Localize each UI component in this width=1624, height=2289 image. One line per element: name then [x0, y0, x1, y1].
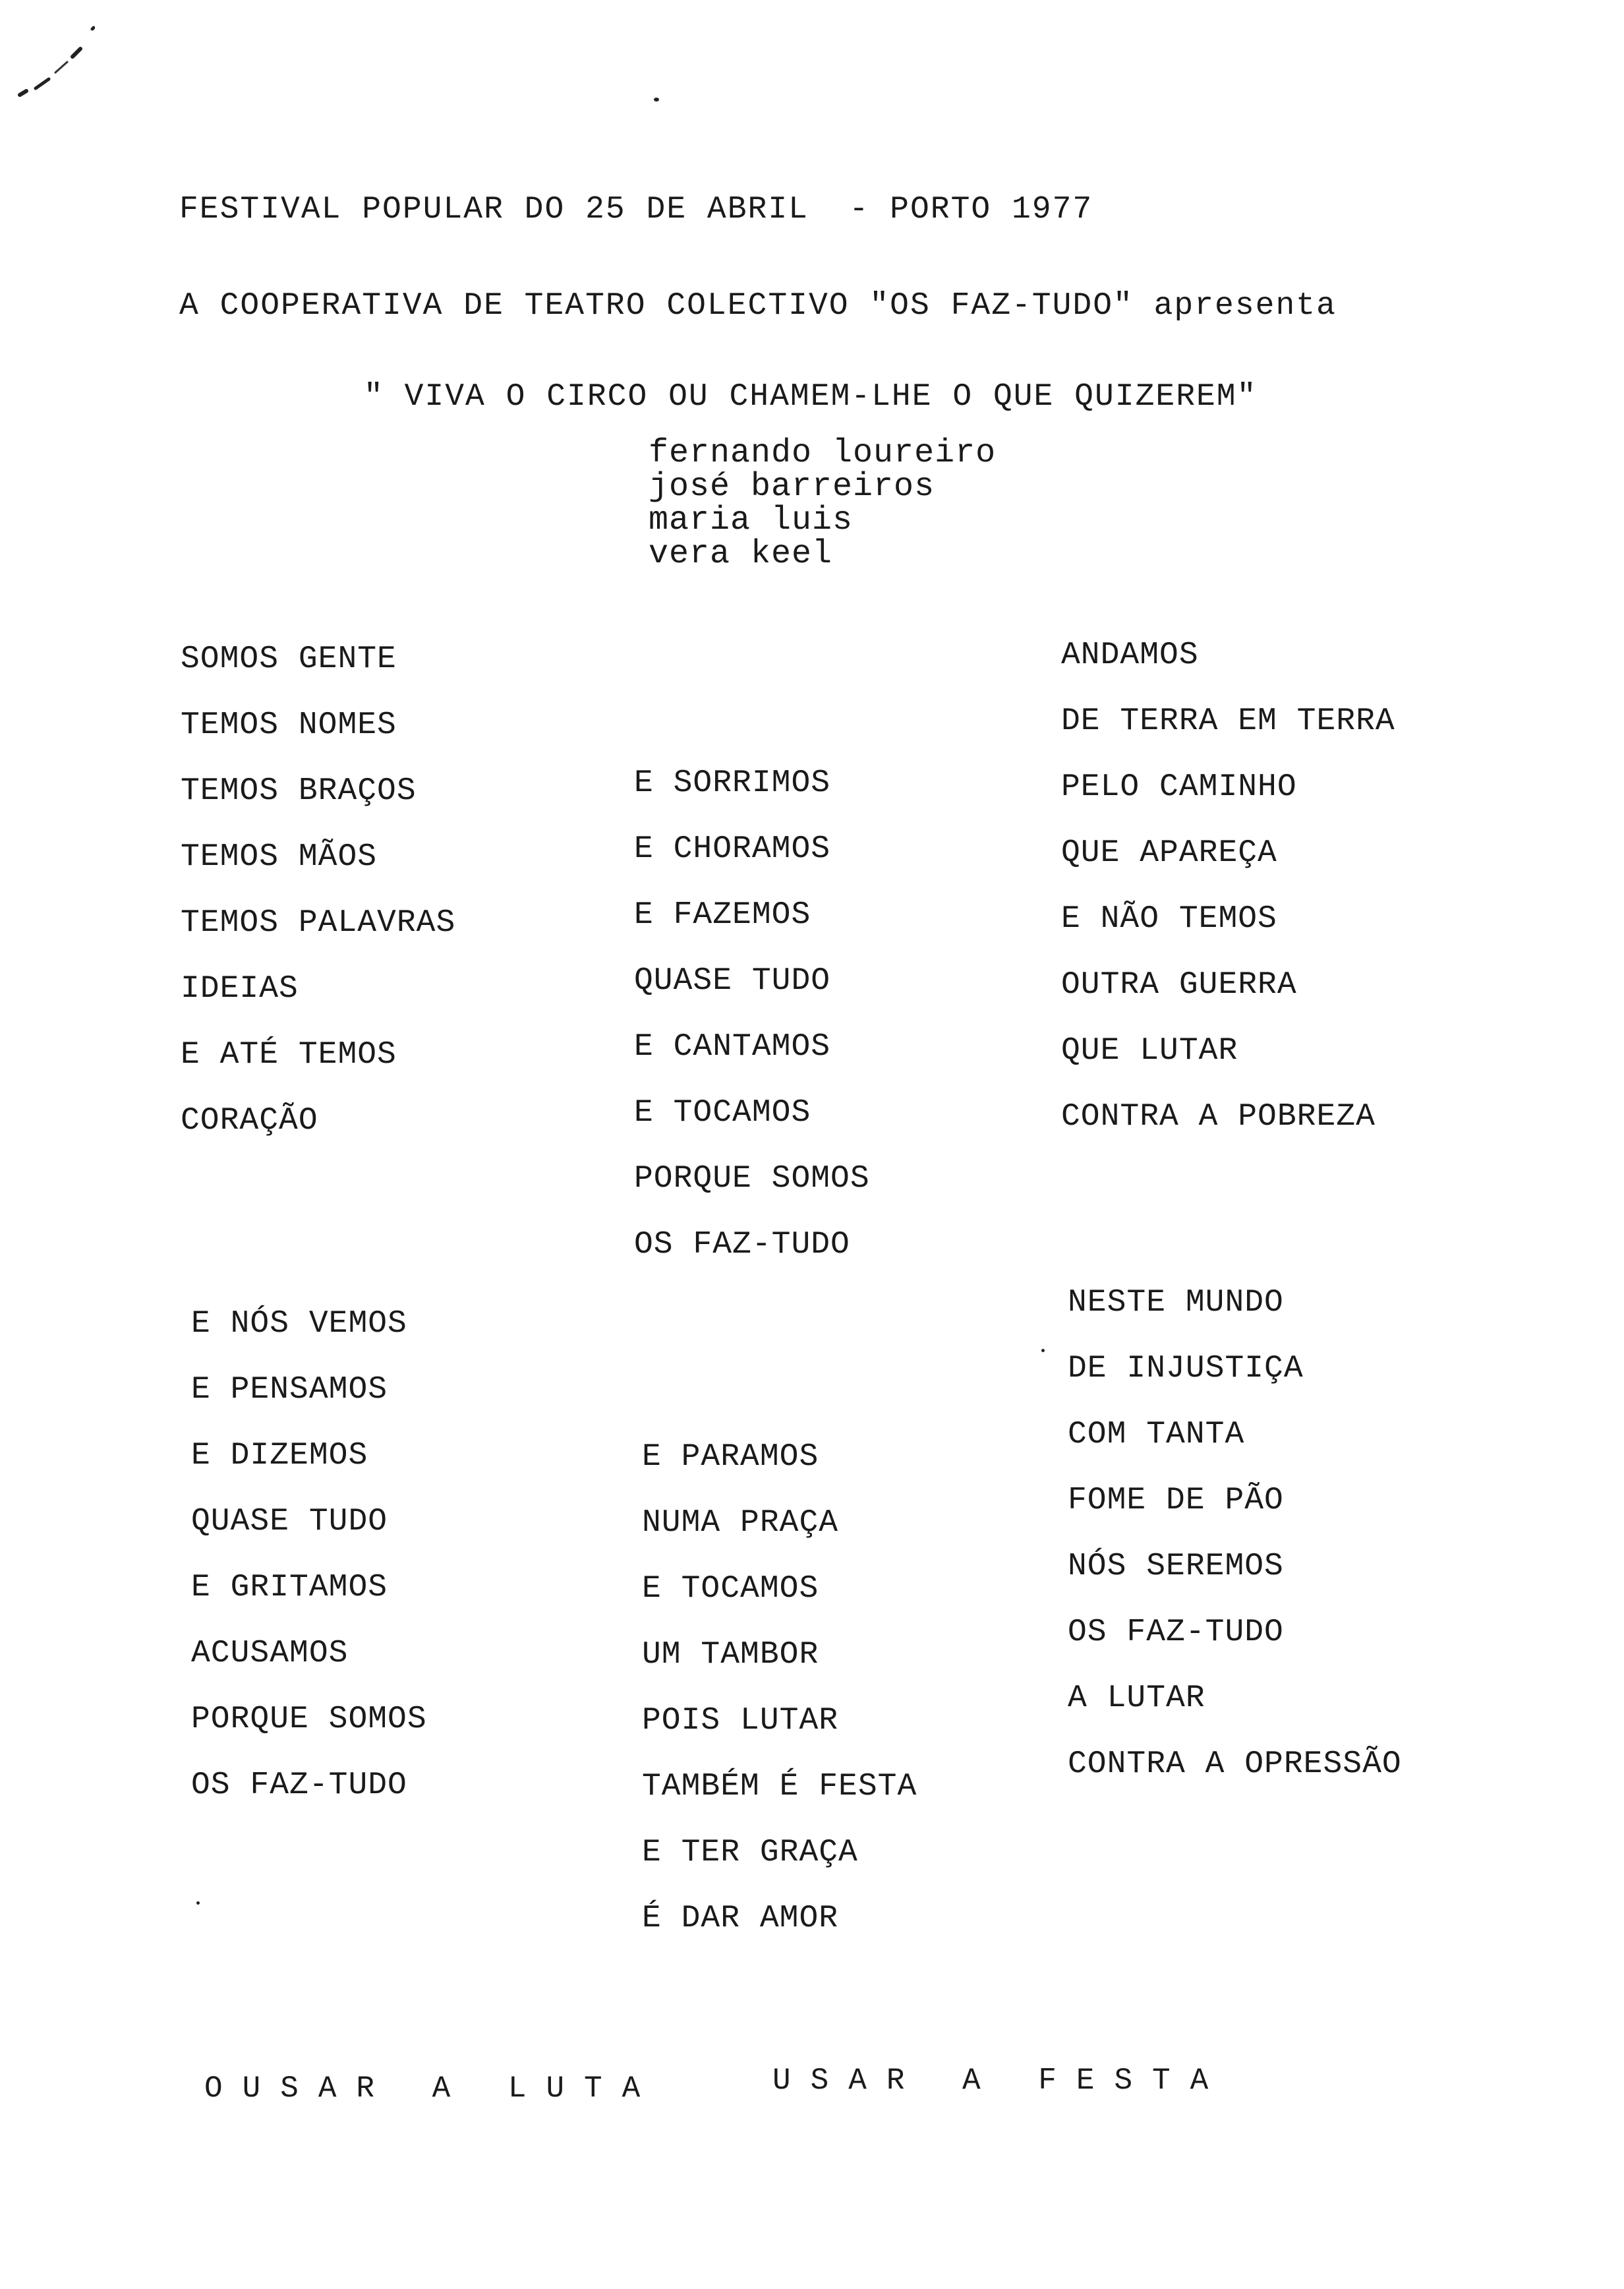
verse-line: TEMOS NOMES: [181, 707, 397, 743]
verse-line: A LUTAR: [1068, 1680, 1205, 1716]
stanza-left-bottom: [191, 1291, 427, 1818]
stanza-right-top: [1061, 622, 1395, 1150]
verse-line: QUASE TUDO: [191, 1504, 388, 1539]
stanza-middle-bottom: [642, 1424, 917, 1951]
verse-line: QUE APAREÇA: [1061, 835, 1277, 871]
verse-line: IDEIAS: [181, 971, 299, 1007]
verse-line: DE TERRA EM TERRA: [1061, 703, 1395, 739]
verse-line: FOME DE PÃO: [1068, 1483, 1284, 1518]
verse-line: E SORRIMOS: [634, 765, 831, 801]
verse-line: OUTRA GUERRA: [1061, 967, 1297, 1003]
verse-line: DE INJUSTIÇA: [1068, 1351, 1304, 1386]
stanza-left-top: [181, 626, 455, 1154]
ink-speck: [196, 1901, 200, 1905]
verse-line: E TER GRAÇA: [642, 1835, 858, 1870]
verse-line: E FAZEMOS: [634, 897, 811, 933]
verse-line: E CANTAMOS: [634, 1029, 831, 1065]
stanza-right-bottom: [1068, 1270, 1402, 1797]
verse-line: PORQUE SOMOS: [191, 1702, 427, 1737]
verse-line: CORAÇÃO: [181, 1103, 318, 1139]
verse-line: NESTE MUNDO: [1068, 1285, 1284, 1321]
verse-line: E CHORAMOS: [634, 831, 831, 867]
verse-line: CONTRA A POBREZA: [1061, 1099, 1376, 1135]
verse-line: CONTRA A OPRESSÃO: [1068, 1746, 1402, 1782]
verse-line: E NÓS VEMOS: [191, 1306, 407, 1342]
verse-line: PELO CAMINHO: [1061, 769, 1297, 805]
ink-speck: [654, 98, 659, 102]
verse-line: TAMBÉM É FESTA: [642, 1769, 917, 1804]
verse-line: POIS LUTAR: [642, 1703, 839, 1739]
verse-line: TEMOS PALAVRAS: [181, 905, 456, 941]
slogan-part-2: USAR A FESTA: [772, 2064, 1229, 2098]
verse-line: E GRITAMOS: [191, 1570, 388, 1605]
verse-line: QUASE TUDO: [634, 963, 831, 999]
verse-line: QUE LUTAR: [1061, 1033, 1238, 1069]
cast-name: maria luis: [649, 502, 854, 539]
verse-line: ACUSAMOS: [191, 1636, 349, 1671]
verse-line: E DIZEMOS: [191, 1438, 368, 1473]
stanza-middle-top: [634, 750, 870, 1278]
verse-line: E NÃO TEMOS: [1061, 901, 1277, 937]
verse-line: NÓS SEREMOS: [1068, 1549, 1284, 1584]
verse-line: SOMOS GENTE: [181, 641, 397, 677]
verse-line: ANDAMOS: [1061, 638, 1199, 673]
verse-line: E TOCAMOS: [634, 1095, 811, 1131]
verse-line: E TOCAMOS: [642, 1571, 819, 1607]
cast-name: fernando loureiro: [649, 434, 997, 472]
verse-line: É DAR AMOR: [642, 1901, 839, 1936]
ink-speck: [1041, 1349, 1045, 1352]
verse-line: NUMA PRAÇA: [642, 1505, 839, 1541]
verse-line: UM TAMBOR: [642, 1637, 819, 1673]
verse-line: OS FAZ-TUDO: [1068, 1615, 1284, 1650]
verse-line: COM TANTA: [1068, 1417, 1245, 1452]
presenter-line: A COOPERATIVA DE TEATRO COLECTIVO "OS FAZ-TUDO" apresenta: [179, 288, 1337, 324]
verse-line: E ATÉ TEMOS: [181, 1037, 397, 1073]
verse-line: E PENSAMOS: [191, 1372, 388, 1408]
play-title: " VIVA O CIRCO OU CHAMEM-LHE O QUE QUIZEREM": [364, 379, 1258, 415]
cast-name: josé barreiros: [649, 468, 935, 506]
verse-line: OS FAZ-TUDO: [634, 1227, 850, 1263]
cast-name: vera keel: [649, 535, 833, 573]
verse-line: OS FAZ-TUDO: [191, 1768, 407, 1803]
festival-heading: FESTIVAL POPULAR DO 25 DE ABRIL - PORTO 1977: [179, 192, 1093, 227]
verse-line: TEMOS BRAÇOS: [181, 773, 417, 809]
pen-mark: [9, 20, 95, 105]
verse-line: TEMOS MÃOS: [181, 839, 378, 875]
slogan-part-1: OUSAR A LUTA: [204, 2071, 660, 2106]
verse-line: E PARAMOS: [642, 1439, 819, 1475]
verse-line: PORQUE SOMOS: [634, 1161, 870, 1197]
